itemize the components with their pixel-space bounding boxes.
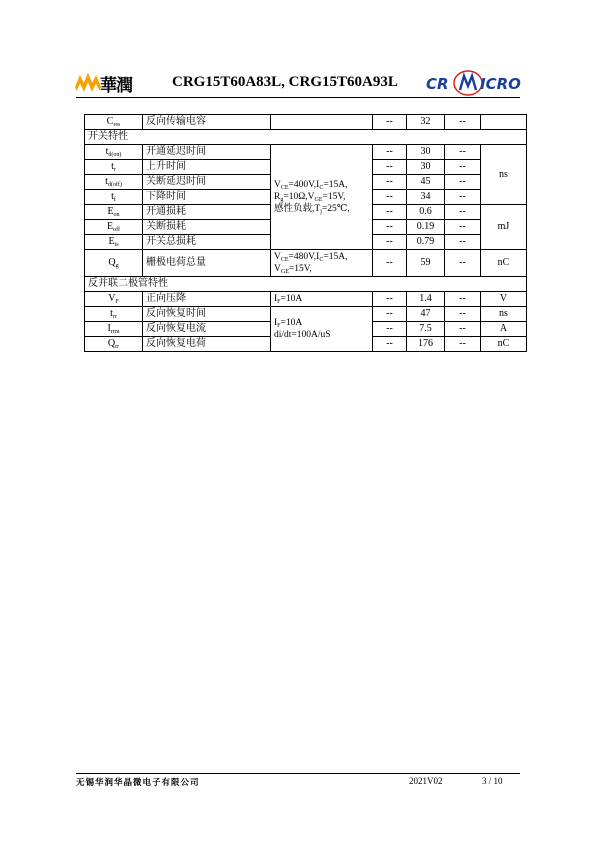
table-row xyxy=(85,307,527,322)
logo-left-text: 華潤 xyxy=(100,76,132,96)
footer-page-number: 3 / 10 xyxy=(482,776,503,786)
max-cell: -- xyxy=(445,115,481,130)
switch-condition-cell: $V_{CE}=400V,I_C=15A$, $R_g=10\Omega,V_{GE}=15V$, 感性负载$,T_j=25℃$, xyxy=(271,145,373,250)
page-header xyxy=(76,66,520,98)
section-row xyxy=(85,130,527,145)
unit-cell: A xyxy=(481,322,527,337)
param-name-cell: 关断延迟时间 xyxy=(143,175,271,190)
symbol-cell: $E_{on}$ xyxy=(85,205,143,220)
typ-cell: 0.19 xyxy=(407,220,445,235)
param-name-cell: 反向传输电容 xyxy=(143,115,271,130)
param-name-cell: 反向恢复时间 xyxy=(143,307,271,322)
param-name-cell: 反向恢复电流 xyxy=(143,322,271,337)
param-name-cell: 下降时间 xyxy=(143,190,271,205)
unit-cell: nC xyxy=(481,337,527,352)
symbol-cell: $Q_{rr}$ xyxy=(85,337,143,352)
typ-cell: 176 xyxy=(407,337,445,352)
min-cell: -- xyxy=(373,190,407,205)
param-name-cell: 上升时间 xyxy=(143,160,271,175)
max-cell: -- xyxy=(445,160,481,175)
condition-cell xyxy=(271,115,373,130)
min-cell: -- xyxy=(373,145,407,160)
logo-right-icro: ICRO xyxy=(480,75,521,93)
typ-cell: 30 xyxy=(407,160,445,175)
typ-cell: 30 xyxy=(407,145,445,160)
max-cell: -- xyxy=(445,145,481,160)
min-cell: -- xyxy=(373,160,407,175)
recovery-condition-cell: $I_F=10A$ di/dt=100A/uS xyxy=(271,307,373,352)
min-cell: -- xyxy=(373,235,407,250)
param-name-cell: 正向压降 xyxy=(143,292,271,307)
symbol-cell: $C_{res}$ xyxy=(85,115,143,130)
crmicro-logo xyxy=(424,68,521,96)
max-cell: -- xyxy=(445,220,481,235)
qg-condition-cell: $V_{CE}=480V,I_C=15A$, $V_{GE}=15V$, xyxy=(271,250,373,277)
max-cell: -- xyxy=(445,205,481,220)
unit-cell-mj: mJ xyxy=(481,205,527,250)
min-cell: -- xyxy=(373,322,407,337)
symbol-cell: $t_f$ xyxy=(85,190,143,205)
symbol-cell: $t_r$ xyxy=(85,160,143,175)
header-rule xyxy=(76,97,520,98)
vf-condition-cell: $I_F=10A$ xyxy=(271,292,373,307)
symbol-cell: $t_{rr}$ xyxy=(85,307,143,322)
max-cell: -- xyxy=(445,235,481,250)
crmicro-logo-icon xyxy=(424,68,521,96)
param-name-cell: 开通延迟时间 xyxy=(143,145,271,160)
typ-cell: 0.6 xyxy=(407,205,445,220)
param-name-cell: 反向恢复电荷 xyxy=(143,337,271,352)
symbol-cell: $E_{ts}$ xyxy=(85,235,143,250)
footer-rule xyxy=(76,773,520,774)
section-title-diode: 反并联二极管特性 xyxy=(85,277,527,292)
spec-table xyxy=(84,114,527,352)
typ-cell: 0.79 xyxy=(407,235,445,250)
logo-right-cr: CR xyxy=(426,75,449,93)
footer-company: 无锡华润华晶微电子有限公司 xyxy=(76,778,200,788)
max-cell: -- xyxy=(445,337,481,352)
typ-cell: 45 xyxy=(407,175,445,190)
min-cell: -- xyxy=(373,292,407,307)
typ-cell: 47 xyxy=(407,307,445,322)
min-cell: -- xyxy=(373,115,407,130)
typ-cell: 34 xyxy=(407,190,445,205)
min-cell: -- xyxy=(373,175,407,190)
symbol-cell: $I_{rrm}$ xyxy=(85,322,143,337)
min-cell: -- xyxy=(373,205,407,220)
symbol-cell: $t_{d(on)}$ xyxy=(85,145,143,160)
unit-cell: nC xyxy=(481,250,527,277)
typ-cell: 1.4 xyxy=(407,292,445,307)
typ-cell: 7.5 xyxy=(407,322,445,337)
unit-cell: V xyxy=(481,292,527,307)
typ-cell: 59 xyxy=(407,250,445,277)
unit-cell xyxy=(481,115,527,130)
min-cell: -- xyxy=(373,250,407,277)
min-cell: -- xyxy=(373,220,407,235)
max-cell: -- xyxy=(445,322,481,337)
table-row xyxy=(85,145,527,160)
section-row xyxy=(85,277,527,292)
max-cell: -- xyxy=(445,190,481,205)
max-cell: -- xyxy=(445,307,481,322)
symbol-cell: $t_{d(off)}$ xyxy=(85,175,143,190)
param-name-cell: 栅极电荷总量 xyxy=(143,250,271,277)
max-cell: -- xyxy=(445,250,481,277)
section-title-switch: 开关特性 xyxy=(85,130,527,145)
unit-cell: ns xyxy=(481,307,527,322)
typ-cell: 32 xyxy=(407,115,445,130)
min-cell: -- xyxy=(373,307,407,322)
max-cell: -- xyxy=(445,175,481,190)
param-name-cell: 开关总损耗 xyxy=(143,235,271,250)
symbol-cell: $Q_g$ xyxy=(85,250,143,277)
company-logo-left xyxy=(76,68,136,94)
param-name-cell: 开通损耗 xyxy=(143,205,271,220)
param-name-cell: 关断损耗 xyxy=(143,220,271,235)
symbol-cell: $V_F$ xyxy=(85,292,143,307)
unit-cell-ns: ns xyxy=(481,145,527,205)
footer-version: 2021V02 xyxy=(409,776,443,786)
min-cell: -- xyxy=(373,337,407,352)
max-cell: -- xyxy=(445,292,481,307)
wave-logo-icon xyxy=(76,72,100,90)
table-row xyxy=(85,250,527,277)
table-row xyxy=(85,292,527,307)
symbol-cell: $E_{off}$ xyxy=(85,220,143,235)
table-row xyxy=(85,115,527,130)
page-title: CRG15T60A83L, CRG15T60A93L xyxy=(172,74,398,90)
